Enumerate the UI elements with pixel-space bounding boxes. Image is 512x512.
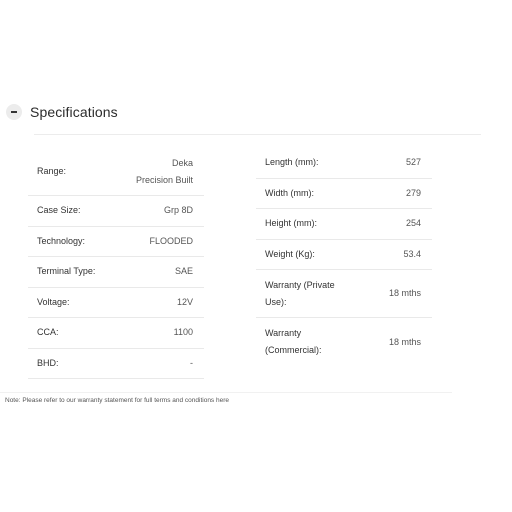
spec-label: BHD:: [37, 357, 59, 368]
spec-label: CCA:: [37, 327, 59, 338]
spec-value: FLOODED: [149, 235, 193, 246]
spec-row-case-size: [28, 196, 204, 227]
spec-value: 12V: [176, 296, 193, 307]
spec-value: 53.4: [403, 248, 421, 259]
spec-column-right: [256, 148, 432, 366]
spec-label: Length (mm):: [265, 157, 319, 168]
spec-value: 279: [405, 187, 421, 198]
spec-row-cca: [28, 318, 204, 349]
spec-value-line: Precision Built: [135, 174, 193, 185]
spec-label: Terminal Type:: [37, 266, 96, 277]
spec-label: Range:: [37, 166, 67, 176]
spec-row-length: [256, 148, 432, 179]
spec-row-weight: [256, 240, 432, 271]
spec-value: -: [190, 357, 193, 368]
spec-column-left: [28, 148, 204, 379]
spec-value: 18 mths: [388, 336, 421, 347]
spec-row-warranty-private: [256, 270, 432, 318]
spec-label: Voltage:: [37, 296, 70, 307]
spec-label: Weight (Kg):: [265, 248, 315, 259]
spec-value: Grp 8D: [163, 205, 193, 216]
spec-label: Width (mm):: [265, 187, 314, 198]
spec-value-line: Deka: [171, 157, 193, 168]
spec-value: 1100: [173, 327, 193, 338]
spec-label: Warranty (Private Use):: [265, 279, 335, 307]
spec-value: [136, 155, 204, 189]
spec-label: Height (mm):: [265, 218, 318, 229]
spec-row-range: [28, 148, 204, 196]
spec-row-warranty-commercial: [256, 318, 432, 366]
spec-row-technology: [28, 227, 204, 258]
warranty-note: Note: Please refer to our warranty statement for full terms and conditions here: [5, 397, 229, 404]
section-title: Specifications: [30, 104, 118, 120]
spec-value: SAE: [174, 266, 193, 277]
spec-value: 527: [405, 157, 421, 168]
spec-row-bhd: [28, 349, 204, 380]
spec-label: Case Size:: [37, 205, 81, 216]
spec-row-voltage: [28, 288, 204, 319]
spec-label: Warranty (Commercial):: [265, 328, 322, 355]
spec-row-width: [256, 179, 432, 210]
spec-row-terminal-type: [28, 257, 204, 288]
spec-value: 254: [405, 218, 421, 229]
specifications-header[interactable]: [6, 101, 481, 123]
spec-label: Technology:: [37, 235, 86, 246]
spec-value: 18 mths: [388, 288, 421, 298]
note-divider: [0, 392, 452, 393]
collapse-toggle-icon[interactable]: [6, 104, 22, 120]
spec-row-height: [256, 209, 432, 240]
header-divider: [34, 134, 481, 135]
minus-icon: [11, 111, 17, 113]
